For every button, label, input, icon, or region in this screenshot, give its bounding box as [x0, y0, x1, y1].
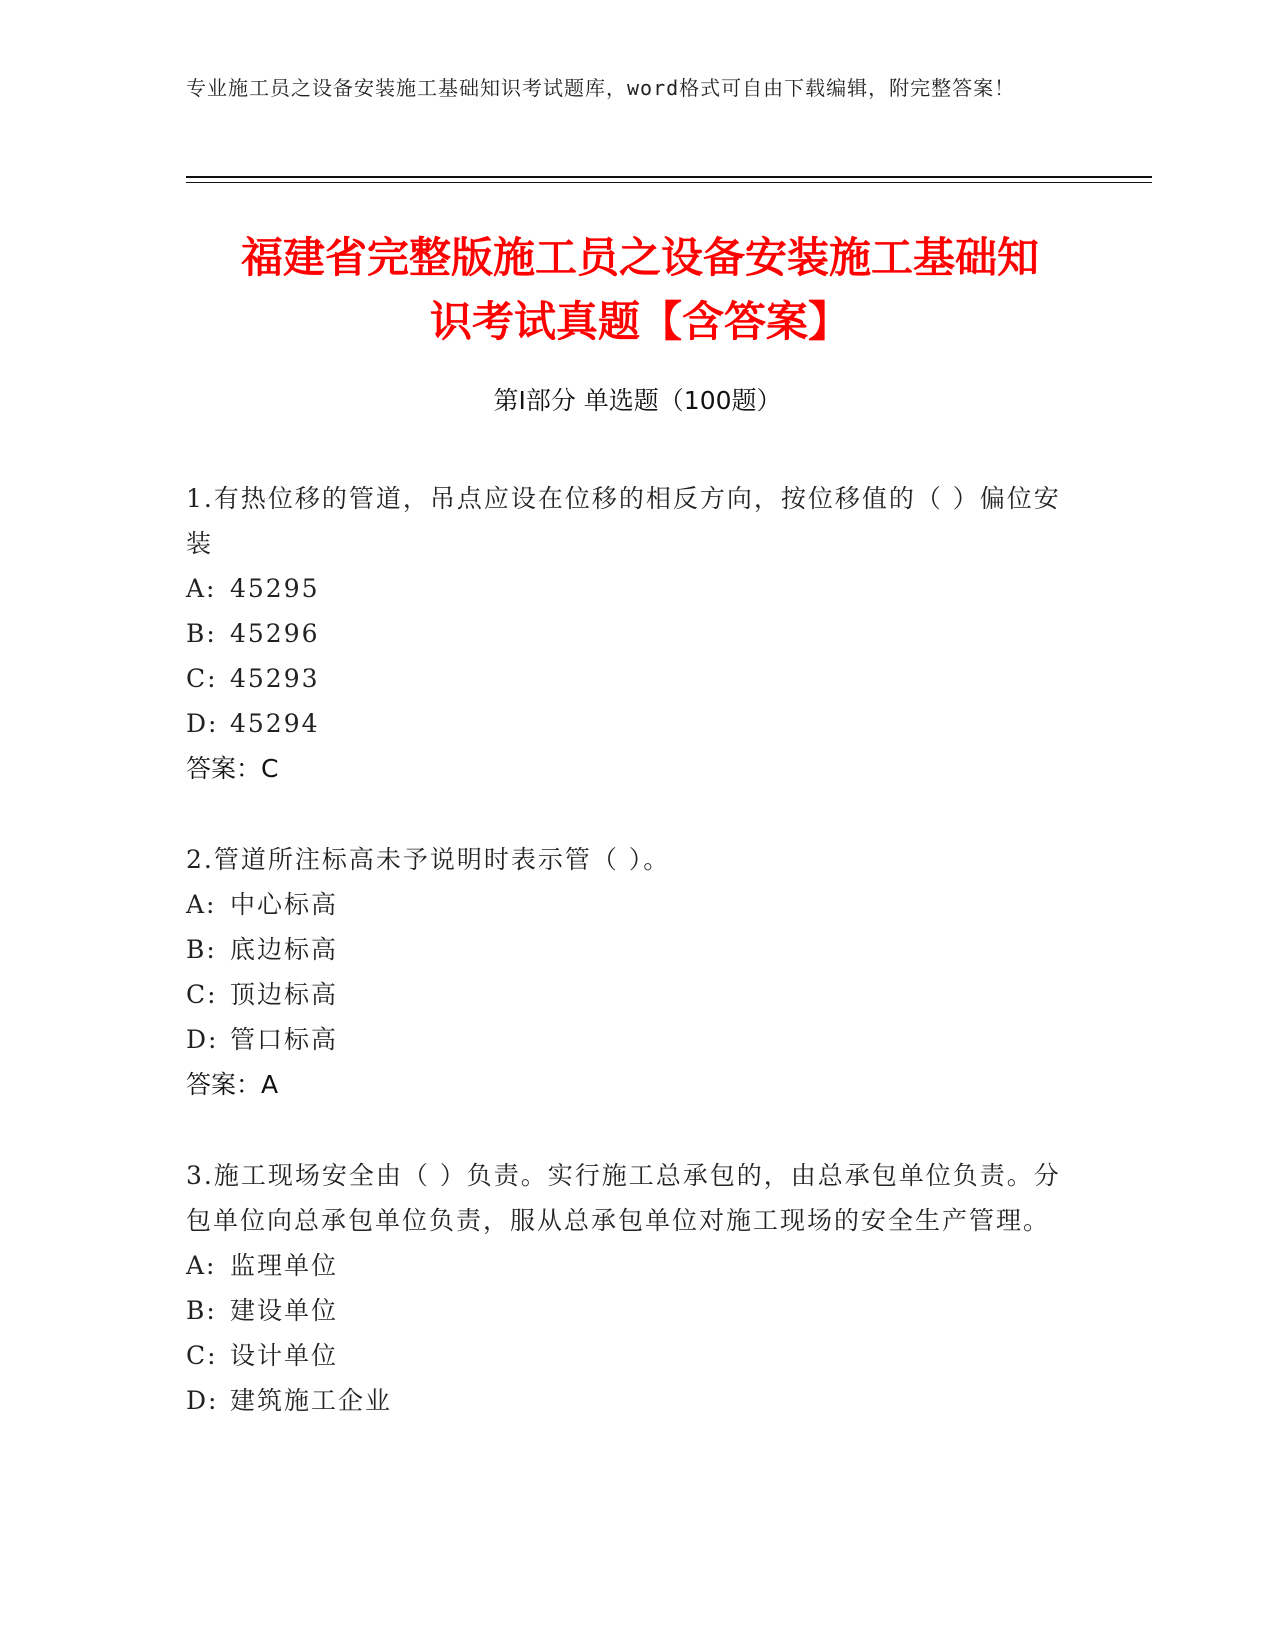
option-text: 底边标高	[230, 935, 339, 964]
question-stem: 2.管道所注标高未予说明时表示管（ ）。	[186, 845, 671, 874]
option-d	[186, 1017, 1066, 1062]
option-text: 45296	[230, 619, 320, 648]
option-letter: A:	[186, 574, 217, 603]
header-note: 专业施工员之设备安装施工基础知识考试题库，word格式可自由下载编辑，附完整答案！	[186, 76, 1016, 100]
option-b	[186, 927, 1066, 972]
question-stem: 1.有热位移的管道，吊点应设在位移的相反方向，按位移值的（ ）偏位安装	[186, 484, 1061, 558]
question-list	[186, 476, 1066, 1469]
option-letter: D:	[186, 1025, 219, 1054]
option-a	[186, 1243, 1066, 1288]
option-b	[186, 1288, 1066, 1333]
option-text: 监理单位	[230, 1251, 339, 1280]
document-title-line-2: 识考试真题【含答案】	[429, 297, 850, 346]
answer-line: 答案：C	[186, 754, 279, 783]
option-a	[186, 882, 1066, 927]
option-letter: B:	[186, 1296, 217, 1325]
option-text: 45293	[230, 664, 320, 693]
question-2	[186, 837, 1066, 1107]
option-text: 中心标高	[230, 890, 339, 919]
option-text: 顶边标高	[230, 980, 339, 1009]
option-d	[186, 1378, 1066, 1423]
option-letter: C:	[186, 980, 218, 1009]
option-d	[186, 701, 1066, 746]
option-c	[186, 1333, 1066, 1378]
document-title	[160, 226, 1120, 354]
option-text: 45294	[230, 709, 320, 738]
header-divider-thin	[186, 182, 1152, 183]
option-letter: C:	[186, 1341, 218, 1370]
option-letter: A:	[186, 890, 217, 919]
option-text: 建设单位	[230, 1296, 339, 1325]
option-b	[186, 611, 1066, 656]
option-letter: D:	[186, 709, 219, 738]
answer-line: 答案：A	[186, 1070, 279, 1099]
option-a	[186, 566, 1066, 611]
header-divider-thick	[186, 176, 1152, 178]
option-text: 设计单位	[230, 1341, 339, 1370]
option-letter: B:	[186, 619, 217, 648]
option-c	[186, 656, 1066, 701]
question-1	[186, 476, 1066, 791]
option-c	[186, 972, 1066, 1017]
option-letter: C:	[186, 664, 218, 693]
document-title-line-1: 福建省完整版施工员之设备安装施工基础知	[240, 233, 1039, 282]
option-letter: D:	[186, 1386, 219, 1415]
option-text: 管口标高	[230, 1025, 339, 1054]
option-text: 45295	[230, 574, 320, 603]
question-stem: 3.施工现场安全由（ ）负责。实行施工总承包的，由总承包单位负责。分包单位向总承包单位负责，服从总承包单位对施工现场的安全生产管理。	[186, 1161, 1061, 1235]
option-letter: B:	[186, 935, 217, 964]
question-3	[186, 1153, 1066, 1423]
option-letter: A:	[186, 1251, 217, 1280]
section-title: 第Ⅰ部分 单选题（100题）	[493, 386, 782, 415]
option-text: 建筑施工企业	[230, 1386, 393, 1415]
